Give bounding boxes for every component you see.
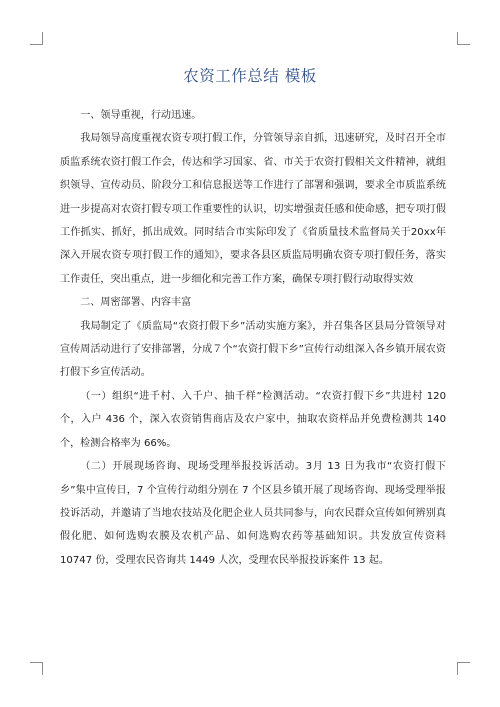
crop-mark-top-right [457, 32, 470, 45]
body-paragraph-4: （二）开展现场咨询、现场受理举报投诉活动。3月 13 日为我市“农资打假下乡”集中宣传日，7 个宣传行动组分别在 7 个区县乡镇开展了现场咨询、现场受理举报投诉活动，并邀请了当地农技站及化肥企业人员共同参与，向农民群众宣传如何辨别真假化肥、如何选购农膜及农机产品、如何选购农药等基础知识。共发放宣传资料 10747 份，受理农民咨询共 1449 人次，受理农民举报投诉案件 13 起。 [60, 461, 446, 566]
crop-mark-bottom-right [457, 662, 470, 675]
crop-mark-top-left [30, 32, 43, 45]
document-body [60, 104, 446, 572]
crop-mark-bottom-left [30, 662, 43, 675]
document-title: 农资工作总结 模板 [183, 67, 317, 85]
body-paragraph-1: 我局领导高度重视农资专项打假工作，分管领导亲自抓，迅速研究，及时召开全市质监系统农资打假工作会，传达和学习国家、省、市关于农资打假相关文件精神，就组织领导、宣传动员、阶段分工和信息报送等工作进行了部署和强调，要求全市质监系统进一步提高对农资打假专项工作重要性的认识，切实增强责任感和使命感，把专项打假工作抓实、抓好，抓出成效。同时结合市实际印发了《省质量技术监督局关于20xx年深入开展农资专项打假工作的通知》，要求各县区质监局明确农资专项打假任务，落实工作责任，突出重点，进一步细化和完善工作方案，确保专项打假行动取得实效 [60, 133, 446, 285]
body-paragraph-3: （一）组织“进千村、入千户、抽千样”检测活动。“农资打假下乡”共进村 120 个，入户 436 个，深入农资销售商店及农户家中，抽取农资样品并免费检测共 140 个，检测合格率为 66%。 [60, 390, 446, 449]
section-heading-1: 一、领导重视，行动迅速。 [80, 110, 202, 121]
body-paragraph-2: 我局制定了《质监局“农资打假下乡”活动实施方案》，并召集各区县局分管领导对宣传周活动进行了安排部署，分成７个“农资打假下乡”宣传行动组深入各乡镇开展农资打假下乡宣传活动。 [60, 320, 446, 379]
section-heading-2: 二、周密部署、内容丰富 [80, 297, 192, 309]
